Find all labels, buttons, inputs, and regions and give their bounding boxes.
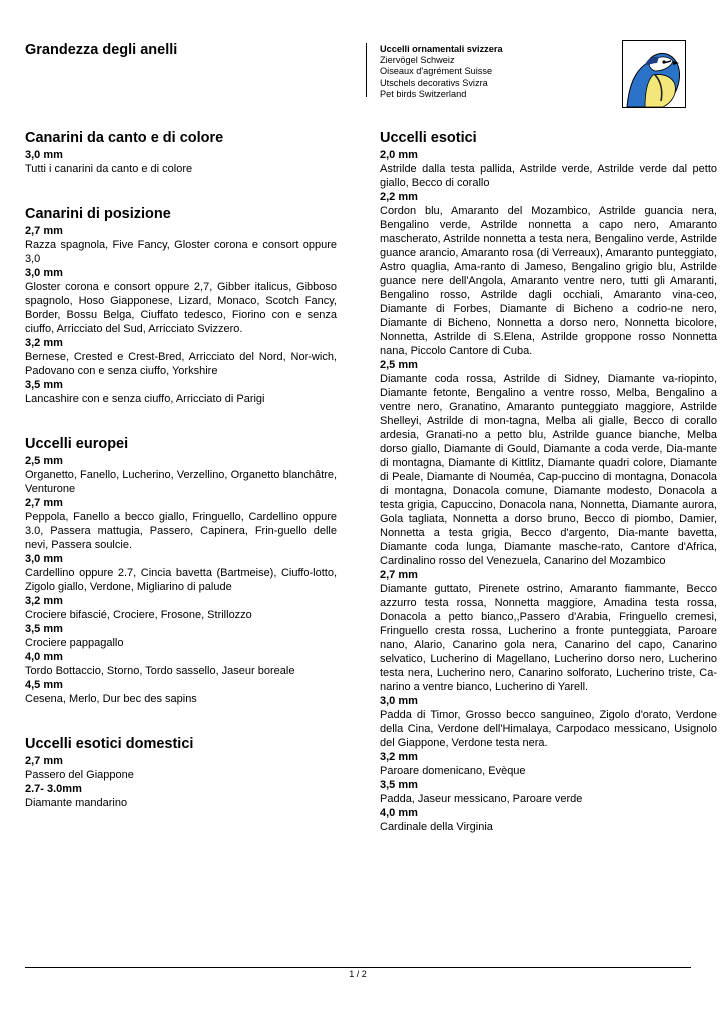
ring-size: 3,2 mm [25,595,63,607]
ring-size: 4,0 mm [25,651,63,663]
species-list: Gloster corona e consort oppure 2,7, Gibber italicus, Gibboso spagnolo, Hoso Giapponese, Lizard, Monaco, Scotch Fancy, Border, Bossu Belga, Ciuffato tedesco, Fiorino con e senza ciuffo, Arricciato del Sud, Arricciato Svizzero. [25,281,337,335]
ring-size: 4,0 mm [380,807,418,819]
ring-size: 3,5 mm [25,379,63,391]
blue-tit-bird-icon [623,41,685,107]
species-list: Passero del Giappone [25,769,134,781]
org-line: Oiseaux d'agrément Suisse [380,66,493,77]
page-number: 1 / 2 [349,969,367,979]
org-line: Ziervögel Schweiz [380,55,455,66]
ring-size: 2.7- 3.0mm [25,783,82,795]
species-list: Razza spagnola, Five Fancy, Gloster corona e consort oppure 3,0 [25,239,337,265]
section-heading: Canarini di posizione [25,206,171,222]
ring-size: 4,5 mm [25,679,63,691]
page-title: Grandezza degli anelli [25,42,178,58]
species-list: Organetto, Fanello, Lucherino, Verzellino, Organetto blanchâtre, Venturone [25,469,337,495]
ring-size: 2,5 mm [380,359,418,371]
ring-size: 3,2 mm [25,337,63,349]
section-esotici-domestici [25,736,337,810]
section-canarini-canto [25,130,337,176]
species-list: Padda di Timor, Grosso becco sanguineo, Zigolo d'orato, Verdone della Cina, Verdone dell'Himalaya, Carpodaco messicano, Usignolo del Giappone, Verdone testa nera. [380,709,717,749]
org-line: Utschels decorativs Svizra [380,77,488,88]
species-list: Astrilde dalla testa pallida, Astrilde verde, Astrilde verde dal petto giallo, Becco di corallo [380,163,717,189]
species-list: Peppola, Fanello a becco giallo, Fringuello, Cardellino oppure 3.0, Passera mattugia, Passero, Capinera, Frin-guello delle nevi, Passera soulcie. [25,511,337,551]
species-list: Diamante coda rossa, Astrilde di Sidney, Diamante va-riopinto, Diamante fetonte, Bengalino a ventre rosso, Melba, Bengalino a ventre nero, Granatino, Amaranto punteggiato maggiore, Astrilde Shelleyi, Astrilde di mon-tagna, Melba ali gialle, Becco di corallo ardesia, Granati-no a petto blu, Astrilde guance bianche, Melba dorso giallo, Diamante di Gould, Diamante a coda verde, Dia-mante di montagna, Diamante di Kittlitz, Diamante quadri colore, Diamante di Peale, Diamante di Nouméa, Cap-puccino di montagna, Donacola di montagna, Donacola comune, Diamante modesto, Donacola a testa grigia, Capuccino, Donacola nana, Nonnetta, Diamante aurora, Gola tagliata, Nonnetta a dorso bruno, Becco di piombo, Damier, Nonnetta a testa grigia, Becco d'argento, Dia-mante bavetta, Diamante coda lunga, Diamante masche-rato, Cantore d'Africa, Cardinalino rosso del Venezuela, Canarino del Mozambico [380,373,717,567]
species-list: Cesena, Merlo, Dur bec des sapins [25,693,197,705]
section-uccelli-esotici [380,130,717,834]
species-list: Tordo Bottaccio, Storno, Tordo sassello, Jaseur boreale [25,665,295,677]
right-column [380,130,717,864]
org-title: Uccelli ornamentali svizzera [380,44,503,54]
left-column [25,130,337,840]
ring-size: 3,5 mm [380,779,418,791]
header-divider [366,43,367,97]
species-list: Diamante guttato, Pirenete ostrino, Amaranto fiammante, Becco azzurro testa rossa, Nonnetta maggiore, Amadina testa rossa, Donacola a petto bianco,,Passero d'Arabia, Fringuello cremesi, Fringuello cresta rossa, Lucherino a fronte punteggiata, Paroare nano, Alario, Canarino gola nera, Canarino del capo, Canarino selvatico, Lucherino di Magellano, Lucherino dorso nero, Lucherino testa nera, Lucherino nero, Canarino solforato, Lucherino triste, Ca-narino a ventre bianco, Lucherino di Yarell. [380,583,717,693]
ring-size: 2,7 mm [25,225,63,237]
species-list: Bernese, Crested e Crest-Bred, Arricciato del Nord, Nor-wich, Padovano con e senza ciuffo, Yorkshire [25,351,337,377]
section-heading: Uccelli esotici [380,130,477,146]
section-canarini-posizione [25,206,337,406]
species-list: Padda, Jaseur messicano, Paroare verde [380,793,583,805]
ring-size: 3,0 mm [25,553,63,565]
logo [622,40,686,108]
species-list: Cardinale della Virginia [380,821,493,833]
ring-size: 3,0 mm [25,267,63,279]
ring-size: 3,0 mm [380,695,418,707]
ring-size: 2,0 mm [380,149,418,161]
section-heading: Uccelli europei [25,436,129,452]
section-heading: Canarini da canto e di colore [25,130,224,146]
ring-size: 2,2 mm [380,191,418,203]
ring-size: 2,7 mm [25,755,63,767]
species-list: Diamante mandarino [25,797,128,809]
species-list: Cardellino oppure 2.7, Cincia bavetta (Bartmeise), Ciuffo-lotto, Zigolo giallo, Verdone, Migliarino di palude [25,567,337,593]
species-list: Crociere bifascié, Crociere, Frosone, Strillozzo [25,609,252,621]
ring-size: 2,5 mm [25,455,63,467]
ring-size: 3,2 mm [380,751,418,763]
species-list: Paroare domenicano, Evèque [380,765,526,777]
ring-size: 3,5 mm [25,623,63,635]
ring-size: 3,0 mm [25,149,63,161]
section-uccelli-europei [25,436,337,706]
species-list: Cordon blu, Amaranto del Mozambico, Astrilde guancia nera, Bengalino verde, Astrilde nonnetta a capo nero, Amaranto mascherato, Astrilde nonnetta a testa nera, Bengalino verde, Astrilde guance arancio, Amaranto rosa (di Verreaux), Amaranto punteggiato, Astro quaglia, Ama-ranto di Jameso, Bengalino grigio blu, Astrilde guance nere dell'Angola, Amaranto ventre nero, tutti gli Amaranti, Bengalino rosso, Astrilde dagli occhiali, Amaranto vina-ceo, Diamante di Forbes, Diamante di Bicheno a codrio-ne nero, Diamante di Bicheno, Nonnetta a dorso nero, Nonnetta bicolore, Nonnetta, Astrilde di S.Elena, Astrilde groppone rosso Nonnetta nana, Piccolo Cantore di Cuba. [380,205,717,357]
ring-size: 2,7 mm [380,569,418,581]
species-list: Lancashire con e senza ciuffo, Arricciato di Parigi [25,393,265,405]
ring-size: 2,7 mm [25,497,63,509]
org-block [380,44,503,100]
footer-divider [25,967,691,968]
species-list: Tutti i canarini da canto e di colore [25,163,193,175]
section-heading: Uccelli esotici domestici [25,736,194,752]
org-line: Pet birds Switzerland [380,88,467,99]
species-list: Crociere pappagallo [25,637,124,649]
